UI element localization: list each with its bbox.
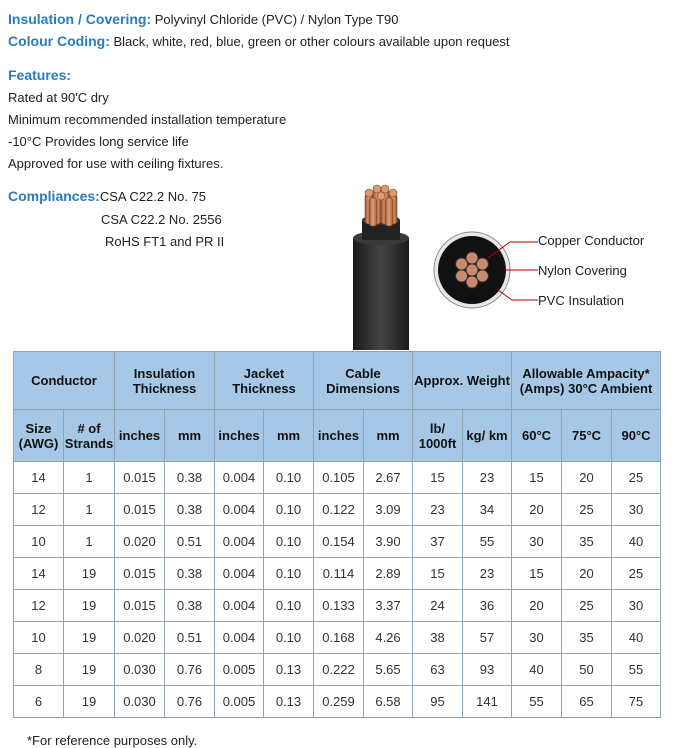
table-cell: 141 [463,686,512,718]
compliance-item: CSA C22.2 No. 75 [99,189,207,204]
table-cell: 0.030 [115,686,165,718]
colour-label: Colour Coding: [8,33,110,49]
subheader-ins-mm: mm [165,410,215,462]
table-cell: 0.015 [115,558,165,590]
subheader-lb: lb/ 1000ft [413,410,463,462]
table-cell: 2.67 [364,462,413,494]
spec-table-body [14,462,661,718]
table-cell: 0.222 [314,654,364,686]
table-cell: 0.10 [264,462,314,494]
table-cell: 0.114 [314,558,364,590]
table-cell: 19 [64,590,115,622]
table-cell: 23 [413,494,463,526]
table-cell: 20 [512,590,562,622]
table-cell: 30 [612,590,661,622]
table-cell: 57 [463,622,512,654]
subheader-75c: 75°C [562,410,612,462]
insulation-line [8,11,398,27]
feature-item: Minimum recommended installation temperature [8,112,287,127]
table-cell: 38 [413,622,463,654]
spec-table [13,351,661,718]
compliance-item: CSA C22.2 No. 2556 [101,212,222,227]
table-cell: 0.13 [264,654,314,686]
group-header-insulation: Insulation Thickness [115,352,215,410]
table-cell: 0.38 [165,462,215,494]
table-cell: 8 [14,654,64,686]
table-cell: 15 [512,462,562,494]
table-cell: 0.122 [314,494,364,526]
table-cell: 30 [512,526,562,558]
table-cell: 30 [612,494,661,526]
subheader-90c: 90°C [612,410,661,462]
table-cell: 12 [14,590,64,622]
feature-item: Rated at 90'C dry [8,90,109,105]
table-cell: 0.10 [264,526,314,558]
table-cell: 0.015 [115,590,165,622]
table-row [14,558,661,590]
subheader-dim-mm: mm [364,410,413,462]
table-cell: 0.168 [314,622,364,654]
table-cell: 55 [512,686,562,718]
table-cell: 34 [463,494,512,526]
table-cell: 1 [64,462,115,494]
table-cell: 0.38 [165,590,215,622]
table-cell: 93 [463,654,512,686]
footnote: *For reference purposes only. [27,733,198,748]
subheader-jkt-inches: inches [215,410,264,462]
table-cell: 0.005 [215,686,264,718]
table-cell: 4.26 [364,622,413,654]
table-cell: 24 [413,590,463,622]
table-cell: 55 [463,526,512,558]
table-cell: 12 [14,494,64,526]
table-cell: 0.13 [264,686,314,718]
table-cell: 0.015 [115,462,165,494]
table-cell: 25 [612,558,661,590]
table-cell: 35 [562,526,612,558]
table-cell: 95 [413,686,463,718]
table-cell: 10 [14,526,64,558]
table-row [14,654,661,686]
callout-copper-conductor: Copper Conductor [538,233,645,248]
table-cell: 14 [14,558,64,590]
compliances-label: Compliances: [8,188,100,204]
table-cell: 14 [14,462,64,494]
subheader-jkt-mm: mm [264,410,314,462]
table-cell: 40 [512,654,562,686]
table-cell: 30 [512,622,562,654]
colour-value: Black, white, red, blue, green or other colours available upon request [113,34,510,49]
table-cell: 6 [14,686,64,718]
table-cell: 0.004 [215,558,264,590]
table-row [14,526,661,558]
group-header-weight: Approx. Weight [413,352,512,410]
table-row [14,462,661,494]
table-cell: 0.10 [264,622,314,654]
insulation-label: Insulation / Covering: [8,11,152,27]
table-cell: 1 [64,526,115,558]
table-cell: 25 [562,494,612,526]
table-cell: 0.10 [264,590,314,622]
table-cell: 36 [463,590,512,622]
table-cell: 0.76 [165,654,215,686]
table-cell: 25 [562,590,612,622]
table-row [14,622,661,654]
table-cell: 0.005 [215,654,264,686]
table-cell: 2.89 [364,558,413,590]
subheader-kg: kg/ km [463,410,512,462]
table-cell: 0.015 [115,494,165,526]
table-cell: 0.76 [165,686,215,718]
table-cell: 0.004 [215,526,264,558]
table-cell: 23 [463,462,512,494]
table-cell: 0.004 [215,622,264,654]
table-row [14,686,661,718]
table-cell: 20 [562,558,612,590]
colour-line [8,33,510,49]
table-cell: 1 [64,494,115,526]
table-cell: 0.38 [165,494,215,526]
group-header-cable-dimensions: Cable Dimensions [314,352,413,410]
table-cell: 0.154 [314,526,364,558]
table-cell: 3.90 [364,526,413,558]
table-cell: 0.004 [215,590,264,622]
table-cell: 20 [562,462,612,494]
table-cell: 19 [64,558,115,590]
table-cell: 0.105 [314,462,364,494]
table-cell: 3.09 [364,494,413,526]
insulation-value: Polyvinyl Chloride (PVC) / Nylon Type T90 [154,12,399,27]
table-cell: 0.51 [165,526,215,558]
group-header-ampacity: Allowable Ampacity* (Amps) 30°C Ambient [512,352,661,410]
group-header-jacket: Jacket Thickness [215,352,314,410]
table-cell: 20 [512,494,562,526]
table-cell: 40 [612,622,661,654]
subheader-size: Size (AWG) [14,410,64,462]
table-row [14,590,661,622]
table-cell: 65 [562,686,612,718]
table-cell: 0.004 [215,494,264,526]
table-cell: 35 [562,622,612,654]
table-cell: 5.65 [364,654,413,686]
table-cell: 0.38 [165,558,215,590]
table-cell: 19 [64,686,115,718]
table-cell: 0.004 [215,462,264,494]
feature-item: Approved for use with ceiling fixtures. [8,156,224,171]
callout-nylon-covering: Nylon Covering [538,263,627,278]
cable-illustration [340,180,430,350]
subheader-ins-inches: inches [115,410,165,462]
table-cell: 10 [14,622,64,654]
table-cell: 15 [413,558,463,590]
table-cell: 55 [612,654,661,686]
callout-pvc-insulation: PVC Insulation [538,293,624,308]
subheader-dim-inches: inches [314,410,364,462]
table-cell: 15 [413,462,463,494]
table-cell: 6.58 [364,686,413,718]
table-cell: 0.020 [115,526,165,558]
table-cell: 25 [612,462,661,494]
table-cell: 0.51 [165,622,215,654]
feature-item: -10°C Provides long service life [8,134,189,149]
table-cell: 75 [612,686,661,718]
cross-section-diagram [432,230,542,310]
table-cell: 0.259 [314,686,364,718]
table-cell: 15 [512,558,562,590]
table-cell: 63 [413,654,463,686]
table-cell: 0.10 [264,494,314,526]
table-cell: 3.37 [364,590,413,622]
table-cell: 0.020 [115,622,165,654]
table-row [14,494,661,526]
table-cell: 37 [413,526,463,558]
features-title: Features: [8,67,72,83]
compliances-line [8,188,206,204]
subheader-strands: # of Strands [64,410,115,462]
table-cell: 0.133 [314,590,364,622]
table-cell: 40 [612,526,661,558]
subheader-60c: 60°C [512,410,562,462]
table-cell: 23 [463,558,512,590]
table-cell: 19 [64,622,115,654]
group-header-conductor: Conductor [14,352,115,410]
table-cell: 0.030 [115,654,165,686]
compliance-item: RoHS FT1 and PR II [105,234,225,249]
table-cell: 19 [64,654,115,686]
table-cell: 50 [562,654,612,686]
table-cell: 0.10 [264,558,314,590]
